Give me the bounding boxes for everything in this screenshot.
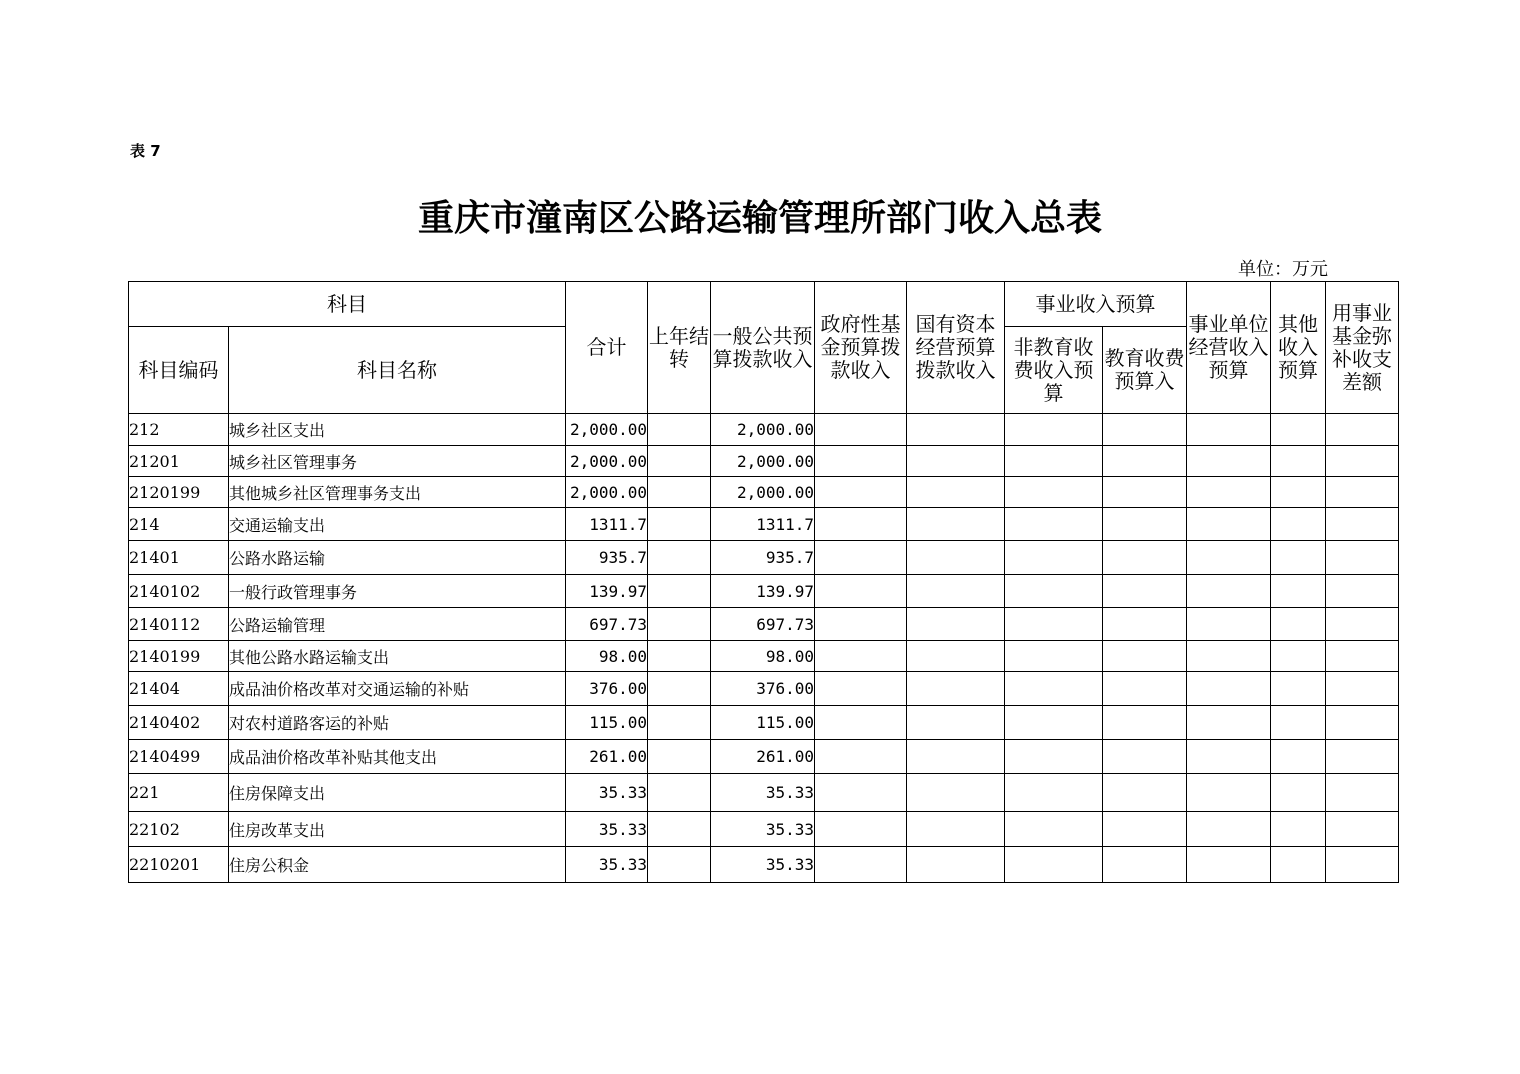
other-income-cell: [1271, 414, 1326, 446]
carryover-cell: [648, 672, 711, 706]
subject-name-cell: 其他城乡社区管理事务支出: [229, 477, 566, 508]
general-budget-cell: 139.97: [711, 575, 815, 608]
carryover-cell: [648, 847, 711, 883]
header-business-income: 事业收入预算: [1005, 282, 1187, 327]
table-row: [129, 541, 1399, 575]
header-gov-fund: 政府性基金预算拨款收入: [815, 282, 907, 414]
unit-operating-cell: [1187, 706, 1271, 740]
subject-name-cell: 公路运输管理: [229, 608, 566, 641]
other-income-cell: [1271, 508, 1326, 541]
fund-offset-cell: [1326, 740, 1399, 774]
general-budget-cell: 376.00: [711, 672, 815, 706]
subject-code-cell: 21404: [129, 672, 229, 706]
non-edu-fee-cell: [1005, 608, 1103, 641]
total-cell: 2,000.00: [566, 477, 648, 508]
non-edu-fee-cell: [1005, 508, 1103, 541]
subject-name-cell: 住房改革支出: [229, 812, 566, 847]
edu-fee-cell: [1103, 575, 1187, 608]
header-non-edu-fee: 非教育收费收入预算: [1005, 327, 1103, 414]
table-row: [129, 446, 1399, 477]
subject-code-cell: 2140112: [129, 608, 229, 641]
state-capital-cell: [907, 706, 1005, 740]
state-capital-cell: [907, 812, 1005, 847]
subject-code-cell: 21401: [129, 541, 229, 575]
non-edu-fee-cell: [1005, 414, 1103, 446]
subject-name-cell: 对农村道路客运的补贴: [229, 706, 566, 740]
non-edu-fee-cell: [1005, 774, 1103, 812]
subject-code-cell: 221: [129, 774, 229, 812]
subject-name-cell: 城乡社区支出: [229, 414, 566, 446]
unit-label: 单位：万元: [1238, 259, 1328, 280]
table-row: [129, 706, 1399, 740]
other-income-cell: [1271, 541, 1326, 575]
non-edu-fee-cell: [1005, 847, 1103, 883]
table-row: [129, 641, 1399, 672]
header-edu-fee: 教育收费预算入: [1103, 327, 1187, 414]
carryover-cell: [648, 608, 711, 641]
general-budget-cell: 115.00: [711, 706, 815, 740]
gov-fund-cell: [815, 774, 907, 812]
unit-operating-cell: [1187, 608, 1271, 641]
header-unit-operating: 事业单位经营收入预算: [1187, 282, 1271, 414]
unit-operating-cell: [1187, 477, 1271, 508]
unit-operating-cell: [1187, 414, 1271, 446]
state-capital-cell: [907, 414, 1005, 446]
unit-operating-cell: [1187, 641, 1271, 672]
table-row: [129, 608, 1399, 641]
unit-operating-cell: [1187, 774, 1271, 812]
state-capital-cell: [907, 541, 1005, 575]
subject-name-cell: 成品油价格改革补贴其他支出: [229, 740, 566, 774]
fund-offset-cell: [1326, 477, 1399, 508]
gov-fund-cell: [815, 740, 907, 774]
carryover-cell: [648, 541, 711, 575]
total-cell: 115.00: [566, 706, 648, 740]
total-cell: 98.00: [566, 641, 648, 672]
header-total: 合计: [566, 282, 648, 414]
total-cell: 261.00: [566, 740, 648, 774]
edu-fee-cell: [1103, 812, 1187, 847]
fund-offset-cell: [1326, 774, 1399, 812]
total-cell: 139.97: [566, 575, 648, 608]
other-income-cell: [1271, 608, 1326, 641]
carryover-cell: [648, 706, 711, 740]
fund-offset-cell: [1326, 508, 1399, 541]
gov-fund-cell: [815, 812, 907, 847]
subject-name-cell: 其他公路水路运输支出: [229, 641, 566, 672]
unit-operating-cell: [1187, 812, 1271, 847]
fund-offset-cell: [1326, 575, 1399, 608]
subject-name-cell: 住房保障支出: [229, 774, 566, 812]
table-row: [129, 575, 1399, 608]
total-cell: 376.00: [566, 672, 648, 706]
edu-fee-cell: [1103, 847, 1187, 883]
general-budget-cell: 697.73: [711, 608, 815, 641]
subject-code-cell: 2140102: [129, 575, 229, 608]
total-cell: 35.33: [566, 847, 648, 883]
page-title: 重庆市潼南区公路运输管理所部门收入总表: [417, 198, 1102, 239]
header-state-capital: 国有资本经营预算拨款收入: [907, 282, 1005, 414]
subject-code-cell: 212: [129, 414, 229, 446]
carryover-cell: [648, 740, 711, 774]
other-income-cell: [1271, 774, 1326, 812]
total-cell: 35.33: [566, 774, 648, 812]
subject-name-cell: 公路水路运输: [229, 541, 566, 575]
non-edu-fee-cell: [1005, 812, 1103, 847]
subject-code-cell: 2140199: [129, 641, 229, 672]
non-edu-fee-cell: [1005, 477, 1103, 508]
other-income-cell: [1271, 740, 1326, 774]
income-summary-table: [128, 281, 1399, 883]
table-number: 表 7: [130, 142, 161, 160]
non-edu-fee-cell: [1005, 575, 1103, 608]
state-capital-cell: [907, 477, 1005, 508]
unit-operating-cell: [1187, 446, 1271, 477]
edu-fee-cell: [1103, 477, 1187, 508]
carryover-cell: [648, 477, 711, 508]
gov-fund-cell: [815, 641, 907, 672]
unit-operating-cell: [1187, 740, 1271, 774]
non-edu-fee-cell: [1005, 672, 1103, 706]
subject-code-cell: 21201: [129, 446, 229, 477]
header-subject-code: 科目编码: [129, 327, 229, 414]
total-cell: 697.73: [566, 608, 648, 641]
gov-fund-cell: [815, 575, 907, 608]
fund-offset-cell: [1326, 812, 1399, 847]
edu-fee-cell: [1103, 608, 1187, 641]
other-income-cell: [1271, 672, 1326, 706]
gov-fund-cell: [815, 414, 907, 446]
table-row: [129, 812, 1399, 847]
gov-fund-cell: [815, 847, 907, 883]
table-row: [129, 414, 1399, 446]
subject-name-cell: 城乡社区管理事务: [229, 446, 566, 477]
fund-offset-cell: [1326, 641, 1399, 672]
non-edu-fee-cell: [1005, 541, 1103, 575]
table-row: [129, 477, 1399, 508]
header-subject: 科目: [129, 282, 566, 327]
subject-code-cell: 2140499: [129, 740, 229, 774]
table-row: [129, 774, 1399, 812]
other-income-cell: [1271, 847, 1326, 883]
other-income-cell: [1271, 575, 1326, 608]
general-budget-cell: 98.00: [711, 641, 815, 672]
unit-operating-cell: [1187, 672, 1271, 706]
subject-name-cell: 住房公积金: [229, 847, 566, 883]
fund-offset-cell: [1326, 847, 1399, 883]
fund-offset-cell: [1326, 541, 1399, 575]
general-budget-cell: 1311.7: [711, 508, 815, 541]
unit-operating-cell: [1187, 575, 1271, 608]
non-edu-fee-cell: [1005, 740, 1103, 774]
general-budget-cell: 35.33: [711, 774, 815, 812]
state-capital-cell: [907, 508, 1005, 541]
carryover-cell: [648, 575, 711, 608]
header-subject-name: 科目名称: [229, 327, 566, 414]
table-row: [129, 847, 1399, 883]
fund-offset-cell: [1326, 608, 1399, 641]
subject-code-cell: 2120199: [129, 477, 229, 508]
state-capital-cell: [907, 774, 1005, 812]
table-row: [129, 508, 1399, 541]
general-budget-cell: 2,000.00: [711, 446, 815, 477]
fund-offset-cell: [1326, 414, 1399, 446]
header-carryover: 上年结转: [648, 282, 711, 414]
carryover-cell: [648, 446, 711, 477]
other-income-cell: [1271, 812, 1326, 847]
gov-fund-cell: [815, 477, 907, 508]
fund-offset-cell: [1326, 672, 1399, 706]
state-capital-cell: [907, 608, 1005, 641]
unit-operating-cell: [1187, 541, 1271, 575]
edu-fee-cell: [1103, 672, 1187, 706]
fund-offset-cell: [1326, 706, 1399, 740]
state-capital-cell: [907, 446, 1005, 477]
edu-fee-cell: [1103, 414, 1187, 446]
carryover-cell: [648, 508, 711, 541]
subject-code-cell: 214: [129, 508, 229, 541]
general-budget-cell: 35.33: [711, 812, 815, 847]
general-budget-cell: 2,000.00: [711, 414, 815, 446]
carryover-cell: [648, 774, 711, 812]
general-budget-cell: 2,000.00: [711, 477, 815, 508]
non-edu-fee-cell: [1005, 446, 1103, 477]
total-cell: 35.33: [566, 812, 648, 847]
state-capital-cell: [907, 641, 1005, 672]
header-other-income: 其他收入预算: [1271, 282, 1326, 414]
other-income-cell: [1271, 706, 1326, 740]
carryover-cell: [648, 414, 711, 446]
edu-fee-cell: [1103, 706, 1187, 740]
unit-operating-cell: [1187, 847, 1271, 883]
edu-fee-cell: [1103, 541, 1187, 575]
non-edu-fee-cell: [1005, 641, 1103, 672]
header-general-budget: 一般公共预算拨款收入: [711, 282, 815, 414]
non-edu-fee-cell: [1005, 706, 1103, 740]
state-capital-cell: [907, 740, 1005, 774]
total-cell: 2,000.00: [566, 414, 648, 446]
carryover-cell: [648, 641, 711, 672]
gov-fund-cell: [815, 672, 907, 706]
header-fund-offset: 用事业基金弥补收支差额: [1326, 282, 1399, 414]
edu-fee-cell: [1103, 774, 1187, 812]
state-capital-cell: [907, 575, 1005, 608]
total-cell: 935.7: [566, 541, 648, 575]
gov-fund-cell: [815, 706, 907, 740]
other-income-cell: [1271, 446, 1326, 477]
gov-fund-cell: [815, 541, 907, 575]
other-income-cell: [1271, 477, 1326, 508]
carryover-cell: [648, 812, 711, 847]
subject-code-cell: 2210201: [129, 847, 229, 883]
gov-fund-cell: [815, 608, 907, 641]
general-budget-cell: 261.00: [711, 740, 815, 774]
subject-code-cell: 22102: [129, 812, 229, 847]
total-cell: 2,000.00: [566, 446, 648, 477]
fund-offset-cell: [1326, 446, 1399, 477]
subject-name-cell: 一般行政管理事务: [229, 575, 566, 608]
edu-fee-cell: [1103, 641, 1187, 672]
gov-fund-cell: [815, 508, 907, 541]
subject-code-cell: 2140402: [129, 706, 229, 740]
gov-fund-cell: [815, 446, 907, 477]
edu-fee-cell: [1103, 446, 1187, 477]
general-budget-cell: 35.33: [711, 847, 815, 883]
edu-fee-cell: [1103, 740, 1187, 774]
unit-operating-cell: [1187, 508, 1271, 541]
state-capital-cell: [907, 847, 1005, 883]
table-row: [129, 672, 1399, 706]
general-budget-cell: 935.7: [711, 541, 815, 575]
subject-name-cell: 交通运输支出: [229, 508, 566, 541]
edu-fee-cell: [1103, 508, 1187, 541]
table-row: [129, 740, 1399, 774]
state-capital-cell: [907, 672, 1005, 706]
other-income-cell: [1271, 641, 1326, 672]
total-cell: 1311.7: [566, 508, 648, 541]
subject-name-cell: 成品油价格改革对交通运输的补贴: [229, 672, 566, 706]
